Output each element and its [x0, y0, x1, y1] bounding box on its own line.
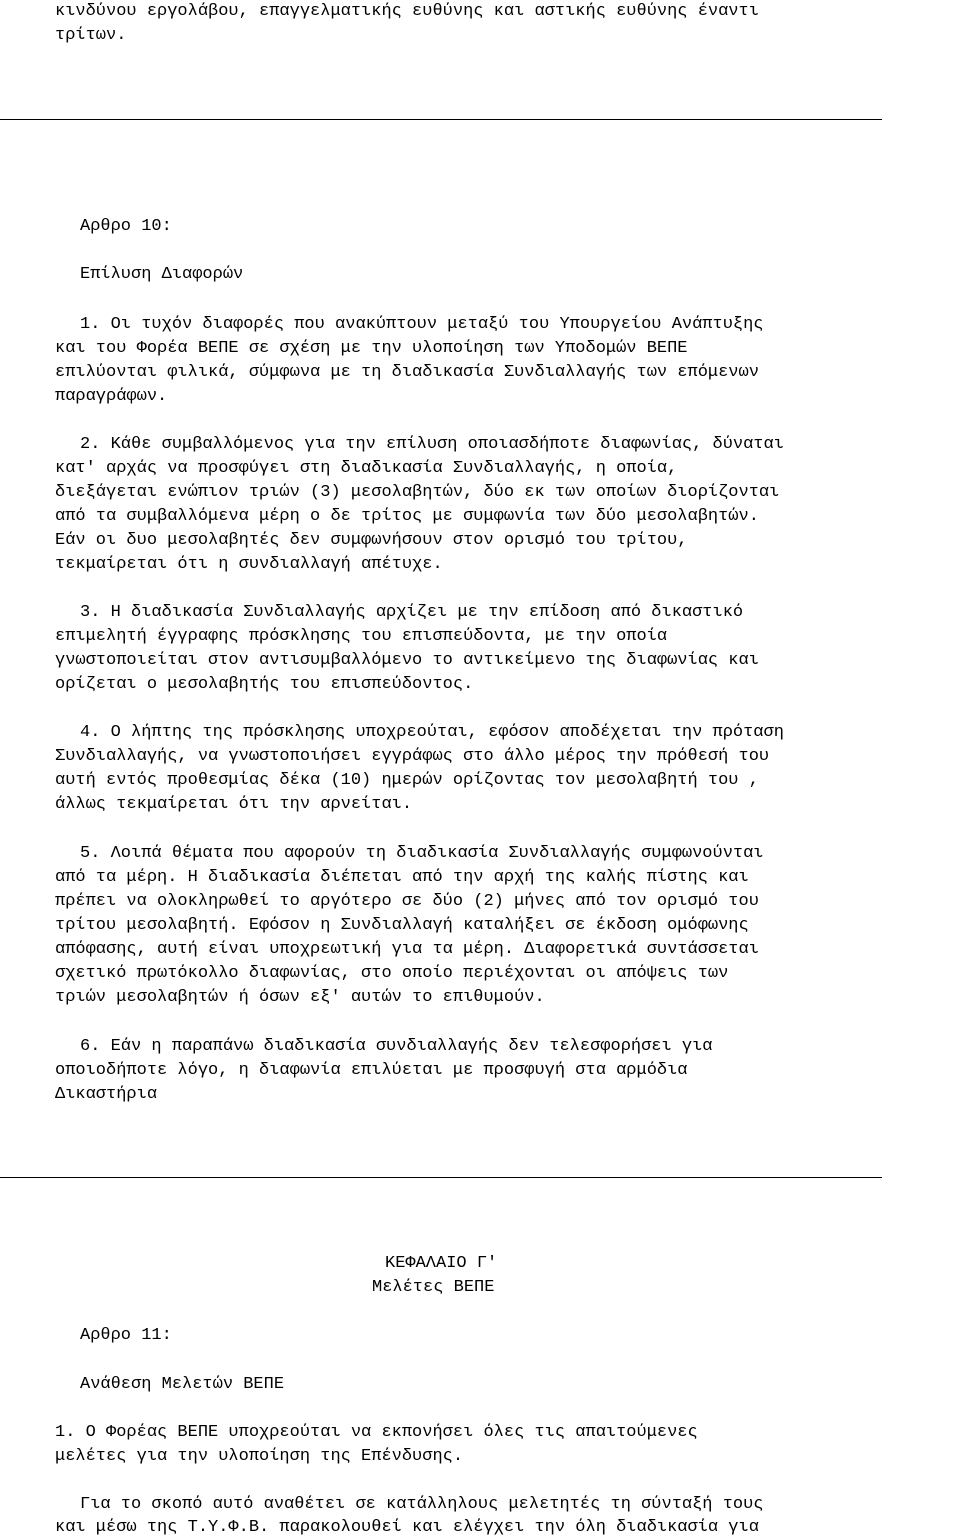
article-10-p3-line: γνωστοποιείται στον αντισυμβαλλόμενο το αντικείμενο της διαφωνίας και	[55, 651, 759, 670]
article-10-p5-line: από τα μέρη. Η διαδικασία διέπεται από την αρχή της καλής πίστης και	[55, 868, 749, 887]
article-10-p6-line: οποιοδήποτε λόγο, η διαφωνία επιλύεται με προσφυγή στα αρμόδια	[55, 1061, 688, 1080]
article-10-p2-line: διεξάγεται ενώπιον τριών (3) μεσολαβητών, δύο εκ των οποίων διορίζονται	[55, 483, 780, 502]
article-11-p1-line: 1. Ο Φορέας ΒΕΠΕ υποχρεούται να εκπονήσει όλες τις απαιτούμενες	[55, 1423, 698, 1442]
article-10-p2-line: κατ' αρχάς να προσφύγει στη διαδικασία Συνδιαλλαγής, η οποία,	[55, 459, 678, 478]
section-divider	[0, 1177, 882, 1178]
article-10-p5-line: τριών μεσολαβητών ή όσων εξ' αυτών το επιθυμούν.	[55, 988, 545, 1007]
article-10-p5-line: σχετικό πρωτόκολλο διαφωνίας, στο οποίο περιέχονται οι απόψεις των	[55, 964, 729, 983]
article-10-p5-line: τρίτου μεσολαβητή. Εφόσον η Συνδιαλλαγή καταλήξει σε έκδοση ομόφωνης	[55, 916, 749, 935]
intro-line-2: τρίτων.	[55, 26, 127, 45]
article-10-p3-line: επιμελητή έγγραφης πρόσκλησης του επισπεύδοντα, με την οποία	[55, 627, 668, 646]
article-10-p1-line: επιλύονται φιλικά, σύμφωνα με τη διαδικασία Συνδιαλλαγής των επόμενων	[55, 363, 759, 382]
article-10-p2-line: 2. Κάθε συμβαλλόμενος για την επίλυση οποιασδήποτε διαφωνίας, δύναται	[80, 435, 784, 454]
article-10-p4-line: αυτή εντός προθεσμίας δέκα (10) ημερών ορίζοντας τον μεσολαβητή του ,	[55, 771, 759, 790]
article-10-p1-line: παραγράφων.	[55, 387, 168, 406]
intro-line-1: κινδύνου εργολάβου, επαγγελματικής ευθύνης και αστικής ευθύνης έναντι	[55, 2, 759, 21]
article-10-p6-line: 6. Εάν η παραπάνω διαδικασία συνδιαλλαγής δεν τελεσφορήσει για	[80, 1037, 713, 1056]
article-10-p2-line: Εάν οι δυο μεσολαβητές δεν συμφωνήσουν στον ορισμό του τρίτου,	[55, 531, 688, 550]
article-10-p3-line: 3. Η διαδικασία Συνδιαλλαγής αρχίζει με την επίδοση από δικαστικό	[80, 603, 744, 622]
article-10-heading: Αρθρο 10:	[80, 217, 172, 236]
article-10-p3-line: ορίζεται ο μεσολαβητής του επισπεύδοντος.	[55, 675, 474, 694]
article-10-title: Επίλυση Διαφορών	[80, 265, 244, 284]
article-11-p2-line: και μέσω της Τ.Υ.Φ.Β. παρακολουθεί και ελέγχει την όλη διαδικασία για	[55, 1518, 759, 1537]
article-10-p4-line: άλλως τεκμαίρεται ότι την αρνείται.	[55, 795, 413, 814]
article-10-p6-line: Δικαστήρια	[55, 1085, 158, 1104]
article-11-title: Ανάθεση Μελετών ΒΕΠΕ	[80, 1375, 285, 1394]
article-10-p1-line: και του Φορέα ΒΕΠΕ σε σχέση με την υλοποίηση των Υποδομών ΒΕΠΕ	[55, 339, 688, 358]
article-11-heading: Αρθρο 11:	[80, 1326, 172, 1345]
article-11-p1-line: μελέτες για την υλοποίηση της Επένδυσης.	[55, 1447, 464, 1466]
article-10-p5-line: απόφασης, αυτή είναι υποχρεωτική για τα μέρη. Διαφορετικά συντάσσεται	[55, 940, 759, 959]
chapter-title: Μελέτες ΒΕΠΕ	[372, 1278, 495, 1297]
article-10-p2-line: τεκμαίρεται ότι η συνδιαλλαγή απέτυχε.	[55, 555, 443, 574]
article-10-p1-line: 1. Οι τυχόν διαφορές που ανακύπτουν μεταξύ του Υπουργείου Ανάπτυξης	[80, 315, 764, 334]
section-divider	[0, 119, 882, 120]
article-10-p4-line: Συνδιαλλαγής, να γνωστοποιήσει εγγράφως στο άλλο μέρος την πρόθεσή του	[55, 747, 770, 766]
article-10-p5-line: πρέπει να ολοκληρωθεί το αργότερο σε δύο (2) μήνες από τον ορισμό του	[55, 892, 759, 911]
article-10-p5-line: 5. Λοιπά θέματα που αφορούν τη διαδικασία Συνδιαλλαγής συμφωνούνται	[80, 844, 764, 863]
article-11-p2-line: Για το σκοπό αυτό αναθέτει σε κατάλληλους μελετητές τη σύνταξή τους	[80, 1495, 764, 1514]
chapter-number: ΚΕΦΑΛΑΙΟ Γ'	[385, 1254, 498, 1273]
article-10-p4-line: 4. Ο λήπτης της πρόσκλησης υποχρεούται, εφόσον αποδέχεται την πρόταση	[80, 723, 784, 742]
article-10-p2-line: από τα συμβαλλόμενα μέρη ο δε τρίτος με συμφωνία των δύο μεσολαβητών.	[55, 507, 759, 526]
